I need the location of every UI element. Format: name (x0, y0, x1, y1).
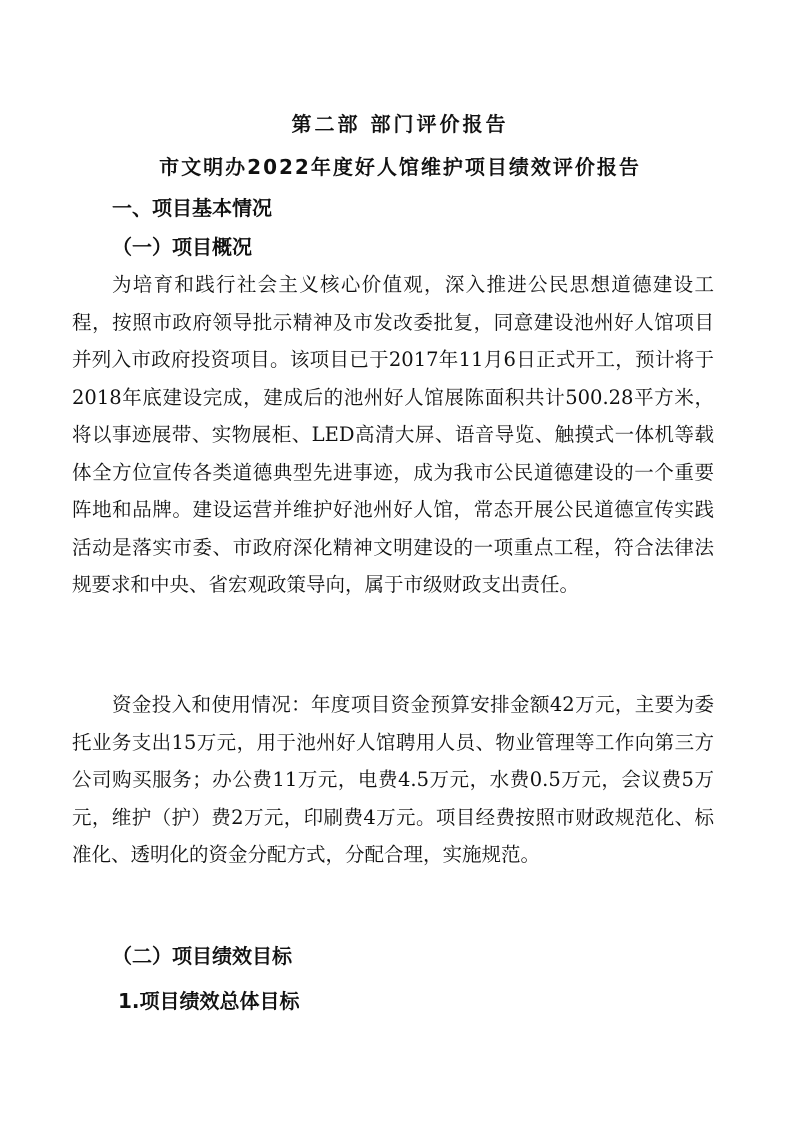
subsection-heading-overview: （一）项目概况 (112, 235, 252, 259)
paragraph-funding: 资金投入和使用情况：年度项目资金预算安排金额42万元，主要为委托业务支出15万元，用于池州好人馆聘用人员、物业管理等工作向第三方公司购买服务；办公费11万元，电费4.5万元，水费0.5万元，会议费5万元，维护（护）费2万元，印刷费4万元。项目经费按照市财政规范化、标准化、透明化的资金分配方式，分配合理，实施规范。 (72, 693, 714, 866)
section-heading-basic-info: 一、项目基本情况 (112, 196, 272, 220)
subsection-heading-goals: （二）项目绩效目标 (112, 944, 292, 968)
item-heading-overall-goal: 1.项目绩效总体目标 (118, 989, 300, 1013)
document-title: 第二部 部门评价报告 (291, 112, 509, 136)
paragraph-overview: 为培育和践行社会主义核心价值观，深入推进公民思想道德建设工程，按照市政府领导批示精神及市发改委批复，同意建设池州好人馆项目并列入市政府投资项目。该项目已于2017年11月6日正式开工，预计将于2018年底建设完成，建成后的池州好人馆展陈面积共计500.28平方米，将以事迹展带、实物展柜、LED高清大屏、语音导览、触摸式一体机等载体全方位宣传各类道德典型先进事迹，成为我市公民道德建设的一个重要阵地和品牌。建设运营并维护好池州好人馆，常态开展公民道德宣传实践活动是落实市委、市政府深化精神文明建设的一项重点工程，符合法律法规要求和中央、省宏观政策导向，属于市级财政支出责任。 (72, 273, 714, 596)
report-title: 市文明办2022年度好人馆维护项目绩效评价报告 (159, 155, 641, 179)
